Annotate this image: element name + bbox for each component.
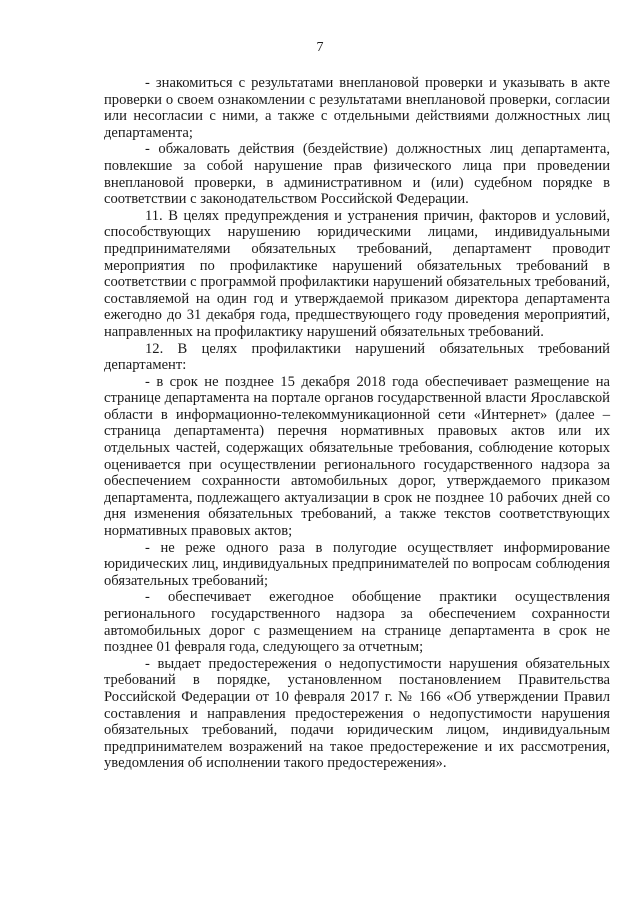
paragraph-section-12: 12. В целях профилактики нарушений обязательных требований департамент:	[104, 340, 610, 374]
document-body	[104, 75, 610, 772]
paragraph-inform: - не реже одного раза в полугодие осуществляет информирование юридических лиц, индивидуальных предпринимателей по вопросам соблюдения обязательных требований;	[104, 539, 610, 589]
paragraph-section-11: 11. В целях предупреждения и устранения причин, факторов и условий, способствующих нарушению юридическими лицами, индивидуальными предпринимателями обязательных требований, департамент проводит мероприятия по профилактике нарушений обязательных требований в соответствии с программой профилактики нарушений обязательных требований, составляемой на один год и утверждаемой приказом директора департамента ежегодно до 31 декабря года, предшествующего году проведения мероприятий, направленных на профилактику нарушений обязательных требований.	[104, 207, 610, 340]
paragraph-right-appeal: - обжаловать действия (бездействие) должностных лиц департамента, повлекшие за собой нарушение прав физического лица при проведении внеплановой проверки, в административном и (или) судебном порядке в соответствии с законодательством Российской Федерации.	[104, 141, 610, 208]
paragraph-publish-list: - в срок не позднее 15 декабря 2018 года обеспечивает размещение на странице департамента на портале органов государственной власти Ярославской области в информационно-телекоммуникационной сети «Интернет» (далее – страница департамента) перечня нормативных правовых актов или их отдельных частей, содержащих обязательные требования, соблюдение которых оценивается при осуществлении регионального государственного надзора за обеспечением сохранности автомобильных дорог, утверждаемого приказом департамента, подлежащего актуализации в срок не позднее 10 рабочих дней со дня изменения обязательных требований, а также текстов соответствующих нормативных правовых актов;	[104, 373, 610, 540]
page-number: 7	[316, 40, 324, 55]
paragraph-warnings: - выдает предостережения о недопустимости нарушения обязательных требований в порядке, установленном постановлением Правительства Российской Федерации от 10 февраля 2017 г. № 166 «Об утверждении Правил составления и направления предостережения о недопустимости нарушения обязательных требований, подачи юридическим лицом, индивидуальным предпринимателем возражений на такое предостережение и их рассмотрения, уведомления об исполнении такого предостережения».	[104, 655, 610, 772]
paragraph-right-familiarize: - знакомиться с результатами внеплановой проверки и указывать в акте проверки о своем ознакомлении с результатами внеплановой проверки, согласии или несогласии с ними, а также с отдельными действиями должностных лиц департамента;	[104, 75, 610, 141]
paragraph-generalize-practice: - обеспечивает ежегодное обобщение практики осуществления регионального государственного надзора за обеспечением сохранности автомобильных дорог с размещением на странице департамента в срок не позднее 01 февраля года, следующего за отчетным;	[104, 589, 610, 656]
